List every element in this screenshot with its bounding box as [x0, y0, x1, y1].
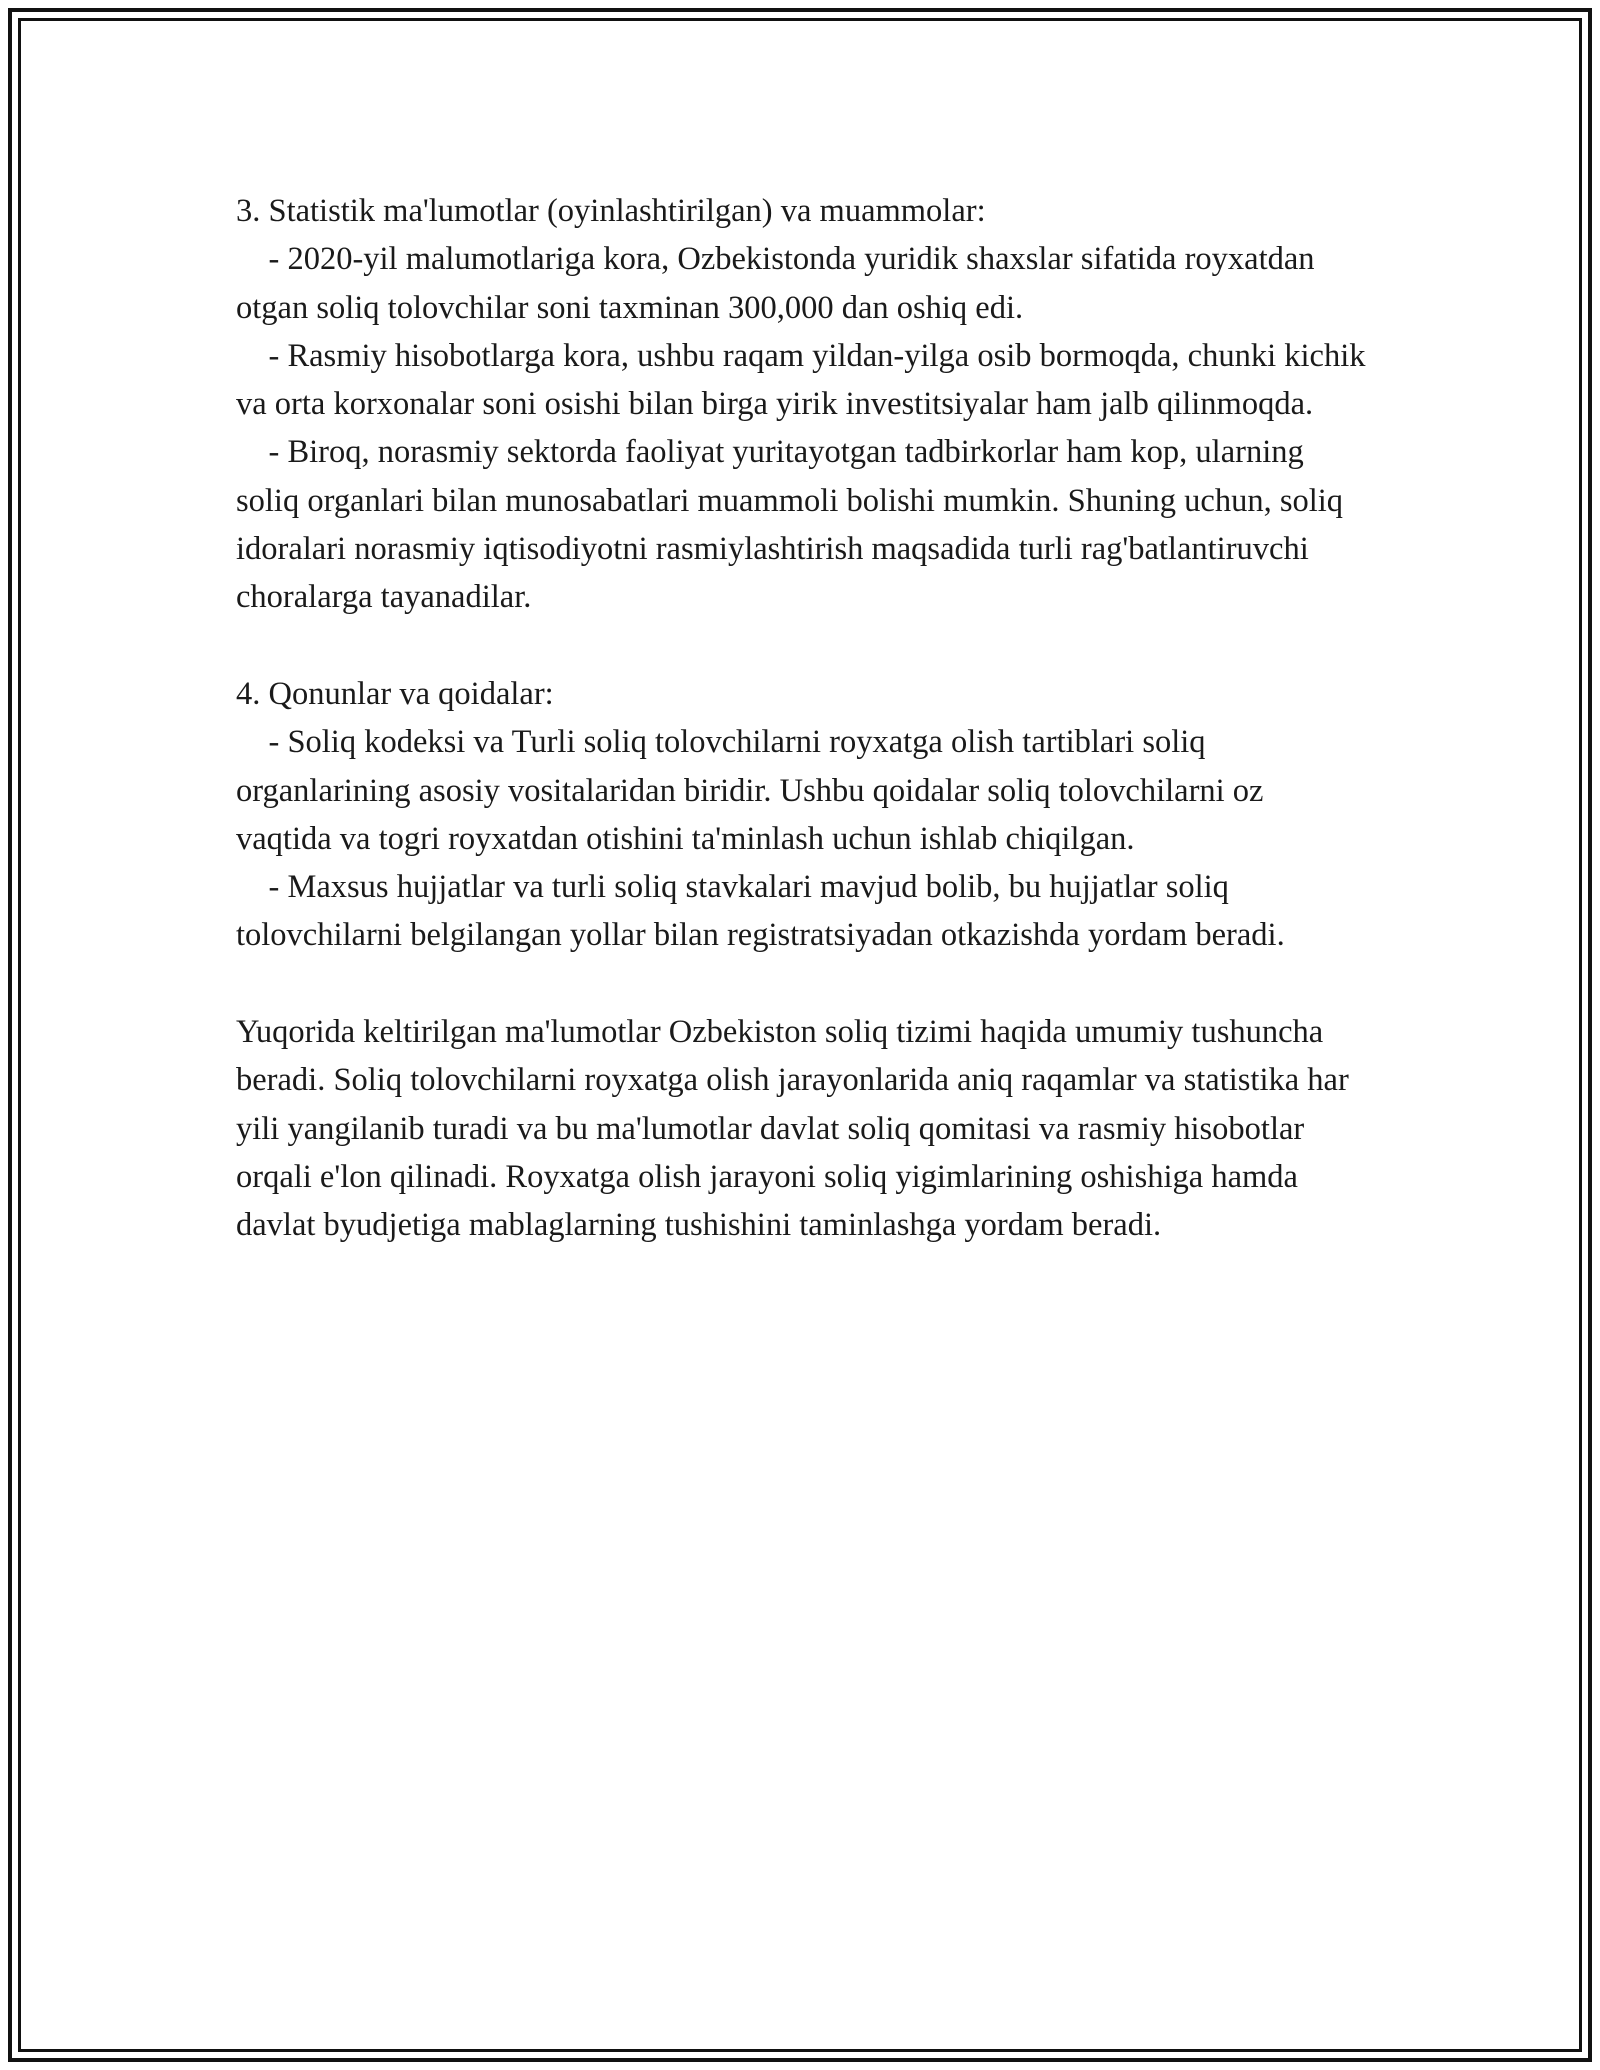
section-3-item: - Biroq, norasmiy sektorda faoliyat yuritayotgan tadbirkorlar ham kop, ularning soliq organlari bilan munosabatlari muammoli bolishi mumkin. Shuning uchun, soliq idoralari norasmiy iqtisodiyotni rasmiylashtirish maqsadida turli rag'batlantiruvchi choralarga tayanadilar.	[236, 434, 1352, 616]
section-3-item: - 2020-yil malumotlariga kora, Ozbekistonda yuridik shaxslar sifatida royxatdan otgan soliq tolovchilar soni taxminan 300,000 dan oshiq edi.	[236, 241, 1323, 326]
section-4-heading: 4. Qonunlar va qoidalar:	[236, 675, 554, 712]
paragraph-spacer	[236, 622, 1366, 670]
conclusion-paragraph: Yuqorida keltirilgan ma'lumotlar Ozbekiston soliq tizimi haqida umumiy tushuncha beradi. Soliq tolovchilarni royxatga olish jarayonlarida aniq raqamlar va statistika har yili yangilanib turadi va bu ma'lumotlar davlat soliq qomitasi va rasmiy hisobotlar orqali e'lon qilinadi. Royxatga olish jarayoni soliq yigimlarining oshishiga hamda davlat byudjetiga mablaglarning tushishini taminlashga yordam beradi.	[236, 1014, 1357, 1244]
section-4-item: - Maxsus hujjatlar va turli soliq stavkalari mavjud bolib, bu hujjatlar soliq tolovchilarni belgilangan yollar bilan registratsiyadan otkazishda yordam beradi.	[236, 869, 1285, 954]
document-body	[236, 187, 1374, 1250]
section-3-item: - Rasmiy hisobotlarga kora, ushbu raqam yildan-yilga osib bormoqda, chunki kichik va orta korxonalar soni osishi bilan birga yirik investitsiyalar ham jalb qilinmoqda.	[236, 337, 1374, 423]
section-4-item: - Soliq kodeksi va Turli soliq tolovchilarni royxatga olish tartiblari soliq organlarining asosiy vositalaridan biridir. Ushbu qoidalar soliq tolovchilarni oz vaqtida va togri royxatdan otishini ta'minlash uchun ishlab chiqilgan.	[236, 724, 1272, 857]
section-3-heading: 3. Statistik ma'lumotlar (oyinlashtirilgan) va muammolar:	[236, 193, 986, 229]
paragraph-spacer	[236, 960, 1366, 1008]
